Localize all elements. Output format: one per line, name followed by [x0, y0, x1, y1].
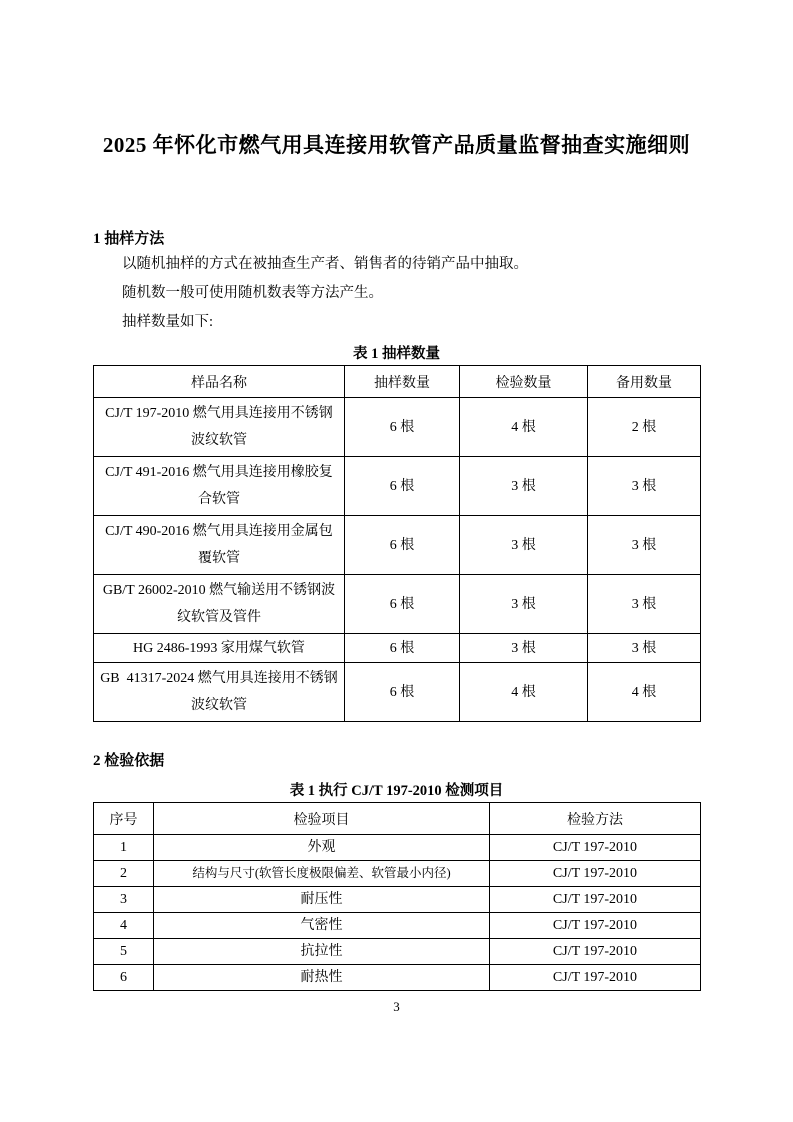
header-cell-inspection-item: 检验项目	[154, 803, 490, 835]
sampling-table-caption: 表 1 抽样数量	[353, 346, 440, 362]
table-row	[94, 516, 701, 575]
paragraph-sampling-quantity-intro: 抽样数量如下:	[122, 314, 214, 330]
cell-sample-name: CJ/T 197-2010 燃气用具连接用不锈钢波纹软管	[94, 398, 345, 457]
table-row	[94, 457, 701, 516]
cell-inspection-item: 结构与尺寸(软管长度极限偏差、软管最小内径)	[154, 861, 490, 887]
document-title: 2025 年怀化市燃气用具连接用软管产品质量监督抽查实施细则	[102, 133, 691, 157]
cell-inspection-method: CJ/T 197-2010	[490, 965, 701, 991]
cell-inspection-method: CJ/T 197-2010	[490, 887, 701, 913]
cell-sampling-qty: 6 根	[345, 516, 460, 575]
cell-serial-no: 6	[94, 965, 154, 991]
cell-inspection-item: 气密性	[154, 913, 490, 939]
cell-serial-no: 2	[94, 861, 154, 887]
header-cell-sample-name: 样品名称	[94, 366, 345, 398]
cell-sample-name: CJ/T 491-2016 燃气用具连接用橡胶复合软管	[94, 457, 345, 516]
cell-sample-name: HG 2486-1993 家用煤气软管	[94, 634, 345, 663]
cell-inspection-qty: 3 根	[460, 575, 588, 634]
header-cell-inspection-qty: 检验数量	[460, 366, 588, 398]
cell-inspection-item: 耐热性	[154, 965, 490, 991]
header-cell-serial-no: 序号	[94, 803, 154, 835]
table-row	[94, 575, 701, 634]
cell-inspection-method: CJ/T 197-2010	[490, 835, 701, 861]
section-1-heading: 1 抽样方法	[93, 231, 165, 247]
table-header-row	[94, 803, 701, 835]
header-cell-backup-qty: 备用数量	[588, 366, 701, 398]
table-row	[94, 939, 701, 965]
paragraph-random-number: 随机数一般可使用随机数表等方法产生。	[122, 285, 383, 301]
cell-sampling-qty: 6 根	[345, 398, 460, 457]
cell-inspection-qty: 3 根	[460, 457, 588, 516]
table-row	[94, 913, 701, 939]
cell-sampling-qty: 6 根	[345, 663, 460, 722]
cell-sample-name: CJ/T 490-2016 燃气用具连接用金属包覆软管	[94, 516, 345, 575]
header-cell-sampling-qty: 抽样数量	[345, 366, 460, 398]
table-row	[94, 861, 701, 887]
cell-inspection-item: 耐压性	[154, 887, 490, 913]
cell-serial-no: 4	[94, 913, 154, 939]
table-row	[94, 835, 701, 861]
cell-backup-qty: 3 根	[588, 575, 701, 634]
cell-inspection-item: 外观	[154, 835, 490, 861]
cell-inspection-method: CJ/T 197-2010	[490, 913, 701, 939]
inspection-table-caption: 表 1 执行 CJ/T 197-2010 检测项目	[289, 783, 504, 799]
paragraph-sampling-method: 以随机抽样的方式在被抽查生产者、销售者的待销产品中抽取。	[122, 256, 528, 272]
cell-inspection-qty: 4 根	[460, 663, 588, 722]
table-row	[94, 965, 701, 991]
cell-sample-name: GB/T 26002-2010 燃气输送用不锈钢波纹软管及管件	[94, 575, 345, 634]
sampling-quantity-table	[93, 365, 701, 722]
cell-inspection-qty: 3 根	[460, 634, 588, 663]
cell-serial-no: 1	[94, 835, 154, 861]
cell-inspection-method: CJ/T 197-2010	[490, 861, 701, 887]
inspection-items-table	[93, 802, 701, 991]
cell-sampling-qty: 6 根	[345, 575, 460, 634]
header-cell-inspection-method: 检验方法	[490, 803, 701, 835]
table-row	[94, 634, 701, 663]
cell-serial-no: 3	[94, 887, 154, 913]
table-row	[94, 398, 701, 457]
table-header-row	[94, 366, 701, 398]
cell-inspection-item: 抗拉性	[154, 939, 490, 965]
cell-backup-qty: 3 根	[588, 634, 701, 663]
cell-sample-name: GB 41317-2024 燃气用具连接用不锈钢波纹软管	[94, 663, 345, 722]
cell-inspection-qty: 3 根	[460, 516, 588, 575]
cell-backup-qty: 2 根	[588, 398, 701, 457]
cell-sampling-qty: 6 根	[345, 457, 460, 516]
table-row	[94, 663, 701, 722]
cell-backup-qty: 3 根	[588, 516, 701, 575]
cell-inspection-method: CJ/T 197-2010	[490, 939, 701, 965]
cell-inspection-qty: 4 根	[460, 398, 588, 457]
table-row	[94, 887, 701, 913]
cell-serial-no: 5	[94, 939, 154, 965]
cell-sampling-qty: 6 根	[345, 634, 460, 663]
section-2-heading: 2 检验依据	[93, 753, 165, 769]
page-number: 3	[393, 999, 400, 1014]
cell-backup-qty: 3 根	[588, 457, 701, 516]
cell-backup-qty: 4 根	[588, 663, 701, 722]
